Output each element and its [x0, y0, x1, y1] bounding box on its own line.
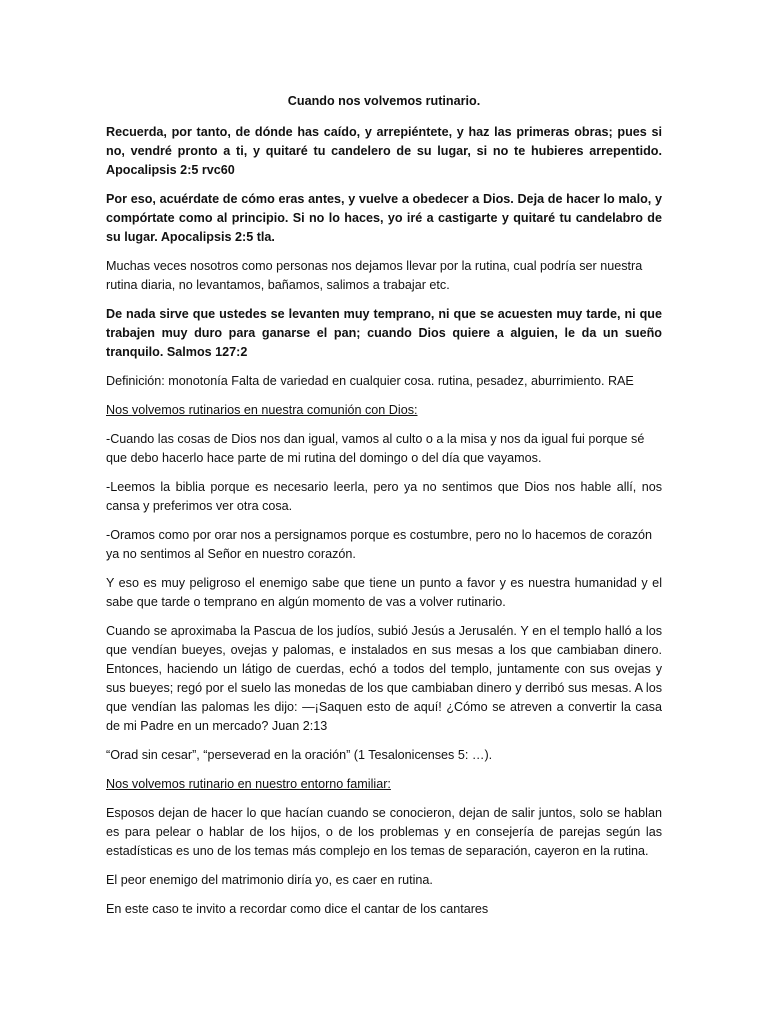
verse-apocalipsis-tla: Por eso, acuérdate de cómo eras antes, y vuelve a obedecer a Dios. Deja de hacer lo malo, y compórtate como al principio. Si no lo haces, yo iré a castigarte y quitaré tu candelabro de su lugar. Apocalipsis 2:5 tla.: [106, 192, 662, 244]
paragraph-biblia: -Leemos la biblia porque es necesario leerla, pero ya no sentimos que Dios nos hable allí, nos cansa y preferimos ver otra cosa.: [106, 480, 662, 513]
paragraph-cantares: En este caso te invito a recordar como dice el cantar de los cantares: [106, 902, 489, 916]
paragraph-esposos: Esposos dejan de hacer lo que hacían cuando se conocieron, dejan de salir juntos, solo se hablan es para pelear o hablar de los hijos, o de los problemas y en consejería de parejas según las estadísticas es uno de los temas más complejo en los temas de separación, cayeron en la rutina.: [106, 806, 662, 858]
paragraph-definicion: Definición: monotonía Falta de variedad en cualquier cosa. rutina, pesadez, aburrimiento. RAE: [106, 374, 634, 388]
verse-salmos: De nada sirve que ustedes se levanten muy temprano, ni que se acuesten muy tarde, ni que trabajen muy duro para ganarse el pan; cuando Dios quiere a alguien, le da un sueño tranquilo. Salmos 127:2: [106, 307, 662, 359]
paragraph-rutina-diaria: Muchas veces nosotros como personas nos dejamos llevar por la rutina, cual podría ser nuestra rutina diaria, no levantamos, bañamos, salimos a trabajar etc.: [106, 259, 643, 292]
section-heading-familiar: Nos volvemos rutinario en nuestro entorno familiar:: [106, 777, 391, 791]
paragraph-culto: -Cuando las cosas de Dios nos dan igual, vamos al culto o a la misa y nos da igual fui porque sé que debo hacerlo hace parte de mi rutina del domingo o del día que vayamos.: [106, 432, 645, 465]
paragraph-matrimonio: El peor enemigo del matrimonio diría yo, es caer en rutina.: [106, 873, 433, 887]
paragraph-orad: “Orad sin cesar”, “perseverad en la oración” (1 Tesalonicenses 5: …).: [106, 748, 493, 762]
section-heading-comunion: Nos volvemos rutinarios en nuestra comunión con Dios:: [106, 403, 418, 417]
document-title: Cuando nos volvemos rutinario.: [287, 94, 481, 108]
paragraph-pascua: Cuando se aproximaba la Pascua de los judíos, subió Jesús a Jerusalén. Y en el templo halló a los que vendían bueyes, ovejas y palomas, e instalados en sus mesas a los que cambiaban dinero. Entonces, haciendo un látigo de cuerdas, echó a todos del templo, juntamente con sus ovejas y sus bueyes; regó por el suelo las monedas de los que cambiaban dinero y derribó sus mesas. A los que vendían las palomas les dijo: —¡Saquen esto de aquí! ¿Cómo se atreven a convertir la casa de mi Padre en un mercado? Juan 2:13: [106, 624, 662, 733]
paragraph-oramos: -Oramos como por orar nos a persignamos porque es costumbre, pero no lo hacemos de corazón ya no sentimos al Señor en nuestro corazón.: [106, 528, 653, 561]
paragraph-peligroso: Y eso es muy peligroso el enemigo sabe que tiene un punto a favor y es nuestra humanidad y el sabe que tarde o temprano en algún momento de vas a volver rutinario.: [106, 576, 662, 609]
verse-apocalipsis-rvc60: Recuerda, por tanto, de dónde has caído, y arrepiéntete, y haz las primeras obras; pues si no, vendré pronto a ti, y quitaré tu candelero de su lugar, si no te hubieres arrepentido. Apocalipsis 2:5 rvc60: [106, 125, 662, 177]
